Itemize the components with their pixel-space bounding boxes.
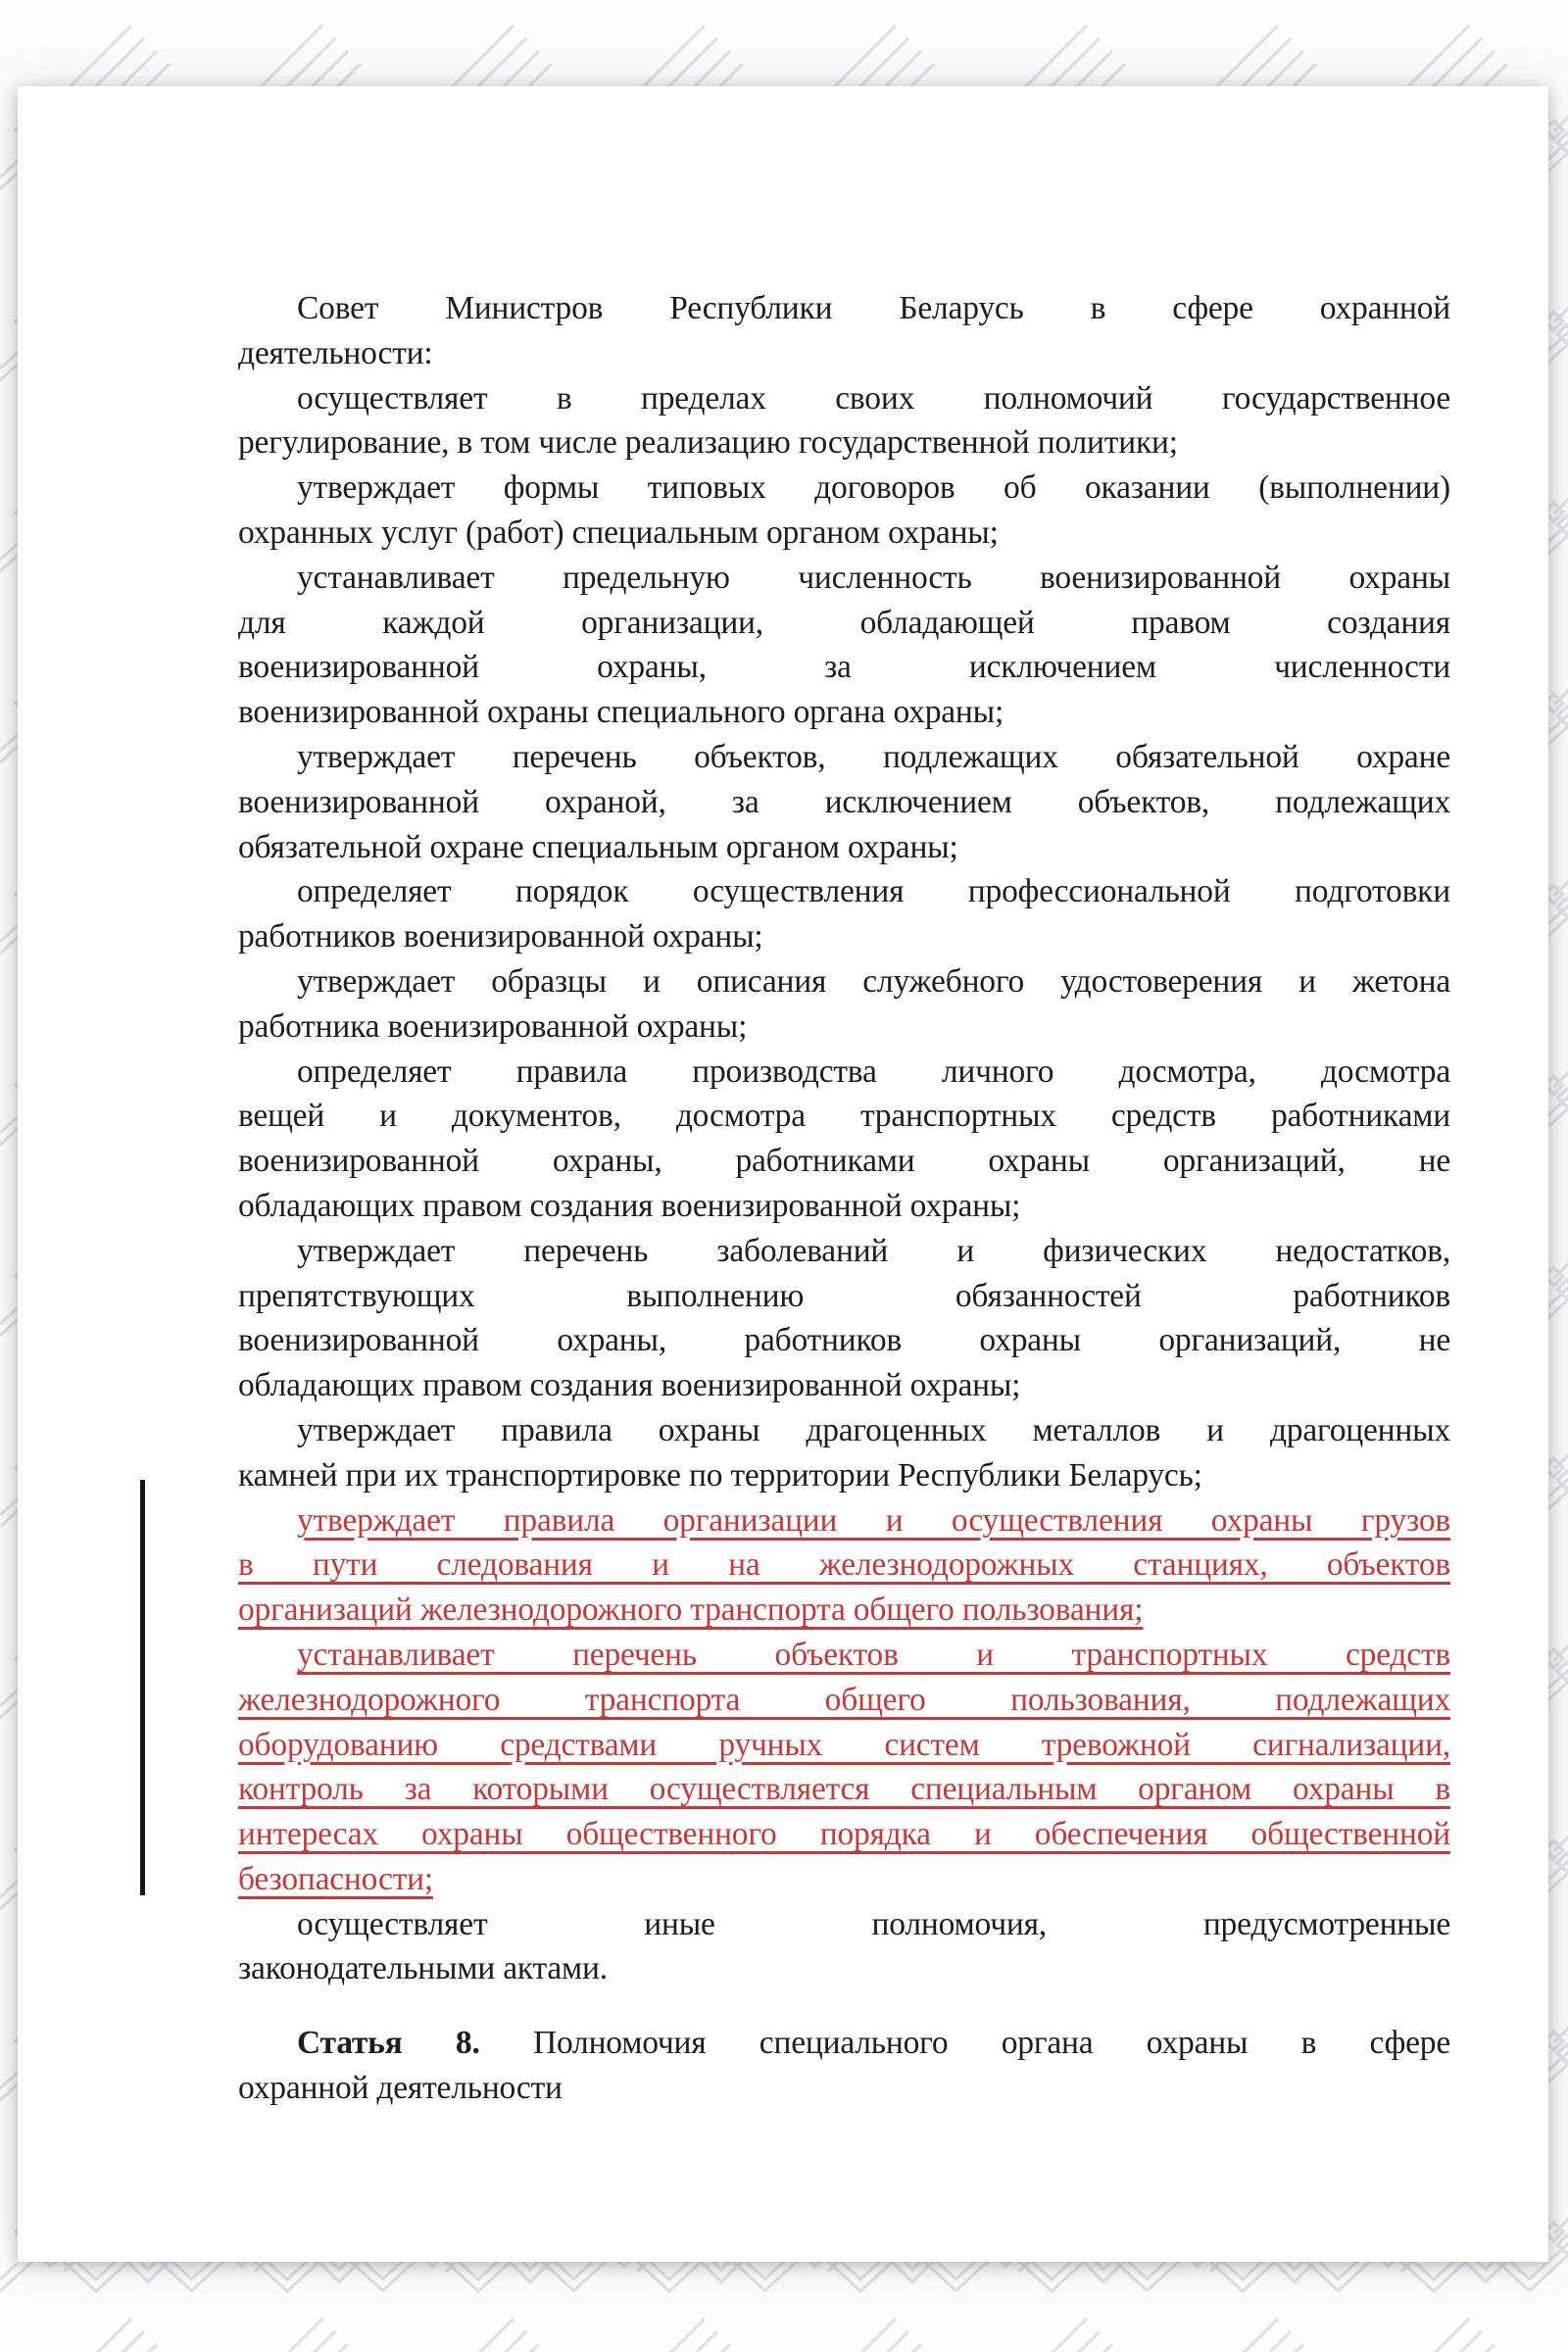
text-line: осуществляет иные полномочия, предусмотренные xyxy=(297,1905,1450,1942)
text-line: военизированной охраны, работниками охраны организаций, не xyxy=(238,1143,1450,1180)
text-line: утверждает перечень объектов, подлежащих обязательной охране xyxy=(297,738,1450,775)
text-line: Статья 8. Полномочия специального органа охраны в сфере xyxy=(297,2025,1450,2062)
text-line: работников военизированной охраны; xyxy=(238,918,763,956)
text-line: осуществляет в пределах своих полномочий государственное xyxy=(297,379,1450,416)
text-line: военизированной охраны, работников охраны организаций, не xyxy=(238,1322,1450,1359)
revision-change-bar xyxy=(140,1480,145,1895)
text-line: определяет правила производства личного досмотра, досмотра xyxy=(297,1053,1450,1090)
text-line: утверждает образцы и описания служебного удостоверения и жетона xyxy=(297,962,1450,1000)
text-line: обладающих правом создания военизированной охраны; xyxy=(238,1187,1021,1224)
text-line: вещей и документов, досмотра транспортных средств работниками xyxy=(238,1098,1450,1135)
inserted-amendment-line: контроль за которыми осуществляется специальным органом охраны в xyxy=(238,1771,1450,1808)
inserted-amendment-line: утверждает правила организации и осуществления охраны грузов xyxy=(297,1501,1450,1539)
inserted-amendment-line: интересах охраны общественного порядка и обеспечения общественной xyxy=(238,1816,1450,1853)
text-line: законодательными актами. xyxy=(238,1950,608,1987)
document-page xyxy=(18,86,1548,2262)
text-line: утверждает перечень заболеваний и физических недостатков, xyxy=(297,1232,1450,1269)
text-line: устанавливает предельную численность военизированной охраны xyxy=(297,559,1450,596)
text-line: Совет Министров Республики Беларусь в сфере охранной xyxy=(297,290,1450,326)
text-line: военизированной охраны специального органа охраны; xyxy=(238,694,1004,731)
text-line: препятствующих выполнению обязанностей работников xyxy=(238,1277,1450,1314)
article-number: Статья 8. xyxy=(297,2025,480,2062)
text-line: утверждает формы типовых договоров об оказании (выполнении) xyxy=(297,469,1450,507)
inserted-amendment-line: оборудованию средствами ручных систем тревожной сигнализации, xyxy=(238,1726,1450,1763)
text-line: утверждает правила охраны драгоценных металлов и драгоценных xyxy=(297,1411,1450,1448)
text-line: определяет порядок осуществления профессиональной подготовки xyxy=(297,873,1450,910)
text-line: охранных услуг (работ) специальным органом охраны; xyxy=(238,514,999,551)
text-line: охранной деятельности xyxy=(238,2070,563,2107)
document-text xyxy=(238,286,1450,2111)
inserted-amendment-line: устанавливает перечень объектов и транспортных средств xyxy=(297,1636,1450,1673)
inserted-amendment-line: в пути следования и на железнодорожных станциях, объектов xyxy=(238,1546,1450,1584)
text-line: регулирование, в том числе реализацию государственной политики; xyxy=(238,424,1178,462)
text-line: обязательной охране специальным органом охраны; xyxy=(238,828,958,865)
text-line: обладающих правом создания военизированной охраны; xyxy=(238,1367,1021,1404)
text-line: работника военизированной охраны; xyxy=(238,1007,748,1045)
text-line: военизированной охраной, за исключением объектов, подлежащих xyxy=(238,783,1450,820)
inserted-amendment-line: железнодорожного транспорта общего пользования, подлежащих xyxy=(238,1681,1450,1718)
text-line: камней при их транспортировке по территории Республики Беларусь; xyxy=(238,1456,1202,1494)
text-line: для каждой организации, обладающей правом создания xyxy=(238,604,1450,641)
paragraph-spacer xyxy=(238,1991,1450,2021)
inserted-amendment-line: безопасности; xyxy=(238,1860,433,1897)
text-line: деятельности: xyxy=(238,334,433,371)
text-line: военизированной охраны, за исключением численности xyxy=(238,649,1450,686)
inserted-amendment-line: организаций железнодорожного транспорта общего пользования; xyxy=(238,1592,1144,1629)
